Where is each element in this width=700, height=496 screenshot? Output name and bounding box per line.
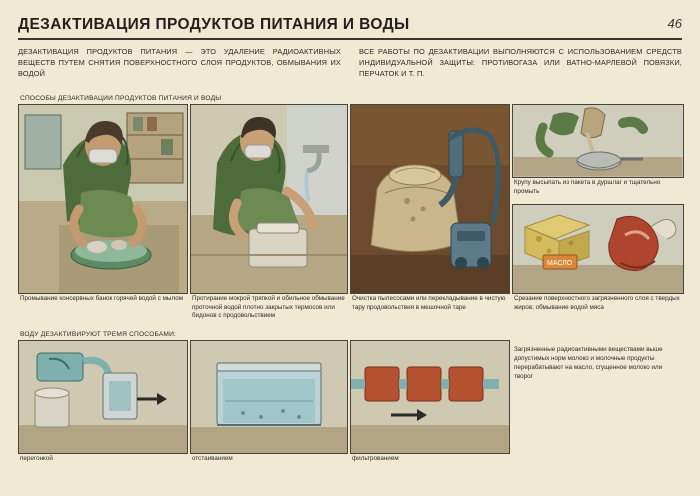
panel-grain-sieving — [512, 104, 684, 178]
page-title: ДЕЗАКТИВАЦИЯ ПРОДУКТОВ ПИТАНИЯ И ВОДЫ — [18, 16, 410, 33]
caption-fat-trimming: Срезание поверхностного загрязненного слоя с твердых жиров; обмывание водой мяса — [514, 295, 680, 311]
illustration-washing-cans — [19, 105, 187, 293]
illustration-vacuum-cleaning — [351, 105, 509, 293]
illustration-fat-trimming — [513, 205, 683, 293]
panel-washing-cans — [18, 104, 188, 294]
illustration-settling — [191, 341, 347, 453]
panel-fat-trimming — [512, 204, 684, 294]
caption-filtration: фильтрованием — [352, 455, 399, 462]
note-milk-processing: Загрязненные радиоактивными веществами выше допустимых норм молоко и молочные продукты перерабатывают на масло, сгущенное молоко или творог — [514, 346, 663, 381]
section-label-food: СПОСОБЫ ДЕЗАКТИВАЦИИ ПРОДУКТОВ ПИТАНИЯ И ВОДЫ — [20, 95, 222, 102]
page-number: 46 — [667, 16, 682, 31]
panel-settling — [190, 340, 348, 454]
panel-vacuum-cleaning — [350, 104, 510, 294]
intro-block — [18, 46, 682, 79]
caption-vacuum-cleaning: Очистка пылесосами или перекладывание в чистую тару продовольствия в мешочной таре — [352, 295, 506, 311]
header-divider — [18, 38, 682, 40]
illustration-grain-sieving — [513, 105, 683, 177]
caption-wiping-thermos: Протирание мокрой тряпкой и обильное обмывание проточной водой плотно закрытых термосов или бидонов с продовольствием — [192, 295, 345, 319]
panel-distillation — [18, 340, 188, 454]
illustration-distillation — [19, 341, 187, 453]
caption-distillation: перегонкой — [20, 455, 53, 462]
intro-text-right: ВСЕ РАБОТЫ ПО ДЕЗАКТИВАЦИИ ВЫПОЛНЯЮТСЯ С ИСПОЛЬЗОВАНИЕМ СРЕДСТВ ИНДИВИДУАЛЬНОЙ ЗАЩИТЫ: ПРОТИВОГАЗА ИЛИ ВАТНО-МАРЛЕВОЙ ПОВЯЗКИ, ПЕРЧАТОК И Т. П. — [359, 47, 682, 79]
intro-text-left: ДЕЗАКТИВАЦИЯ ПРОДУКТОВ ПИТАНИЯ — ЭТО УДАЛЕНИЕ РАДИОАКТИВНЫХ ВЕЩЕСТВ ПУТЕМ СНЯТИЯ ПОВЕРХНОСТНОГО СЛОЯ ПРОДУКТОВ, ОБМЫВАНИЯ ИХ ВОДОЙ — [18, 47, 341, 79]
caption-grain-sieving: Крупу высыпать из пакета в дуршлаг и тщательно промыть — [514, 179, 661, 195]
butter-label-text: МАСЛО — [547, 260, 573, 267]
caption-washing-cans: Промывание консервных банок горячей водой с мылом — [20, 295, 184, 302]
illustration-wiping-thermos — [191, 105, 347, 293]
section-label-water: ВОДУ ДЕЗАКТИВИРУЮТ ТРЕМЯ СПОСОБАМИ: — [20, 331, 177, 338]
illustration-filtration — [351, 341, 509, 453]
panel-filtration — [350, 340, 510, 454]
header — [18, 16, 682, 34]
panel-wiping-thermos — [190, 104, 348, 294]
caption-settling: отстаиванием — [192, 455, 233, 462]
